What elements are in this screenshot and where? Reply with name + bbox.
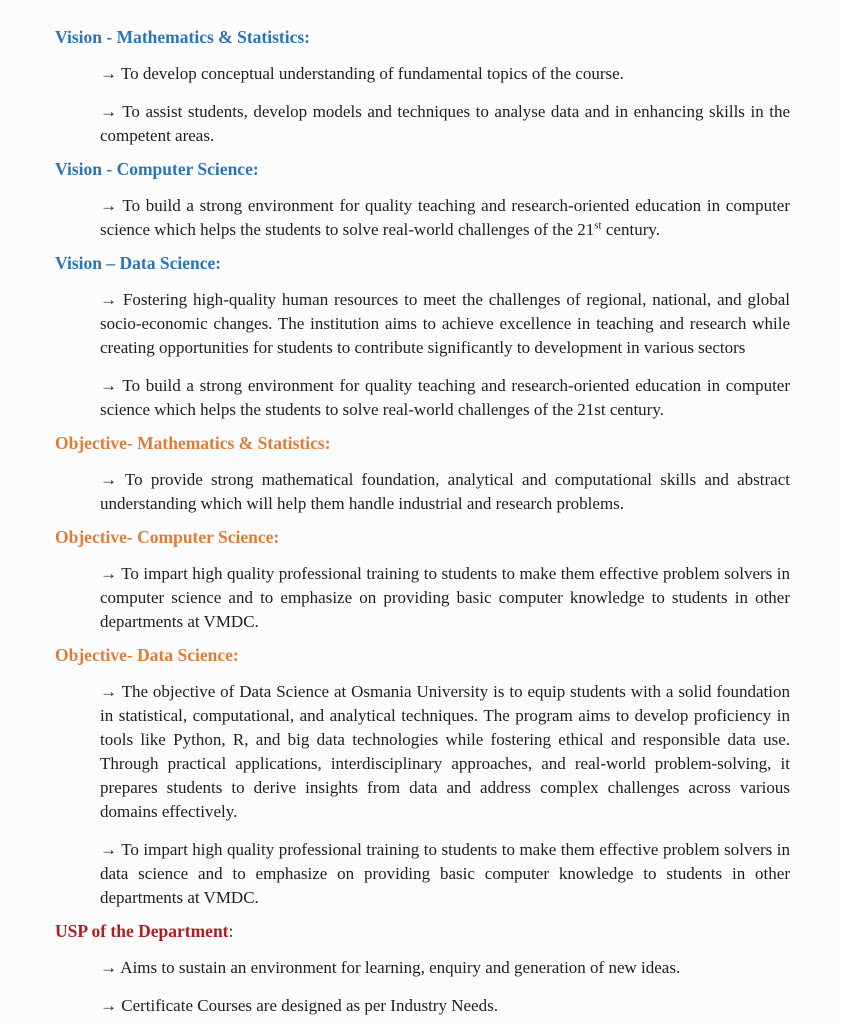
paragraph-text: century.: [601, 220, 660, 239]
usp-heading-colon: :: [228, 921, 234, 941]
heading-objective-mathematics-statistics: Objective- Mathematics & Statistics:: [55, 433, 331, 453]
heading-vision-computer-science: Vision - Computer Science:: [55, 159, 259, 179]
paragraph-vision-ds-build: → To build a strong environment for quality teaching and research-oriented education in computer science which helps the students to solve real-world challenges of the 21st century.: [100, 376, 790, 419]
heading-usp-of-department: [55, 920, 791, 942]
paragraph-objective-cs: → To impart high quality professional training to students to make them effective problem solvers in computer science and to emphasize on providing basic computer knowledge to students in other departments at VMDC.: [100, 564, 790, 631]
superscript-st: st: [594, 219, 602, 232]
heading-vision-mathematics-statistics: Vision - Mathematics & Statistics:: [55, 27, 311, 47]
paragraph-objective-ds-impart: → To impart high quality professional training to students to make them effective problem solvers in data science and to emphasize on providing basic computer knowledge to students in other departments at VMDC.: [100, 840, 790, 907]
heading-vision-data-science: Vision – Data Science:: [55, 253, 222, 273]
paragraph-vision-math-assist: → To assist students, develop models and techniques to analyse data and in enhancing skills in the competent areas.: [100, 102, 790, 145]
heading-objective-computer-science: Objective- Computer Science:: [55, 527, 280, 547]
paragraph-usp-certificate: → Certificate Courses are designed as per Industry Needs.: [100, 996, 498, 1015]
paragraph-vision-ds-fostering: → Fostering high-quality human resources to meet the challenges of regional, national, and global socio-economic changes. The institution aims to achieve excellence in teaching and research while creating opportunities for students to contribute significantly to development in various sectors: [100, 290, 790, 357]
paragraph-objective-ds-osmania: → The objective of Data Science at Osmania University is to equip students with a solid foundation in statistical, computational, and analytical techniques. The program aims to develop proficiency in tools like Python, R, and big data technologies while fostering ethical and responsible data use. Through practical applications, interdisciplinary approaches, and real-world problem-solving, it prepares students to derive insights from data and address complex challenges across various domains effectively.: [100, 682, 790, 821]
paragraph-objective-math: → To provide strong mathematical foundation, analytical and computational skills and abstract understanding which will help them handle industrial and research problems.: [100, 470, 790, 513]
paragraph-text: → To build a strong environment for quality teaching and research-oriented education in computer science which helps the students to solve real-world challenges of the 21: [100, 196, 790, 239]
heading-objective-data-science: Objective- Data Science:: [55, 645, 239, 665]
paragraph-usp-aims: → Aims to sustain an environment for learning, enquiry and generation of new ideas.: [100, 958, 681, 977]
usp-heading-text: USP of the Department: [55, 921, 229, 941]
paragraph-vision-cs-build: [100, 194, 790, 242]
paragraph-vision-math-develop: → To develop conceptual understanding of fundamental topics of the course.: [100, 64, 624, 83]
